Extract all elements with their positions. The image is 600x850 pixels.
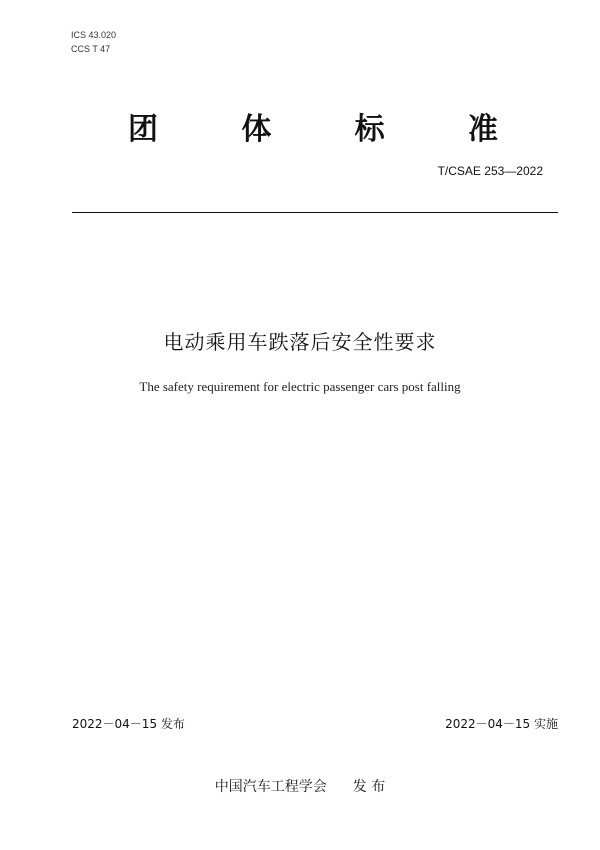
- implementation-date: 2022－04－15 实施: [445, 717, 558, 731]
- publisher-line: [0, 777, 600, 797]
- ccs-code: CCS T 47: [71, 44, 111, 54]
- standard-number: T/CSAE 253—2022: [437, 164, 543, 178]
- standard-type-char: 团: [128, 112, 158, 147]
- header-divider: [72, 212, 558, 213]
- publisher-name: 中国汽车工程学会: [214, 779, 327, 795]
- standard-type-char: 标: [354, 112, 385, 147]
- issue-date: 2022－04－15 发布: [72, 717, 185, 731]
- standard-type-char: 准: [467, 112, 498, 147]
- title-english: The safety requirement for electric passenger cars post falling: [139, 379, 461, 394]
- publisher-action: 发 布: [352, 779, 386, 795]
- ics-code: ICS 43.020: [71, 30, 117, 40]
- standard-type-char: 体: [241, 112, 272, 147]
- title-chinese: 电动乘用车跌落后安全性要求: [163, 330, 437, 354]
- standard-type-heading: [128, 110, 498, 150]
- classification-codes: [71, 28, 116, 56]
